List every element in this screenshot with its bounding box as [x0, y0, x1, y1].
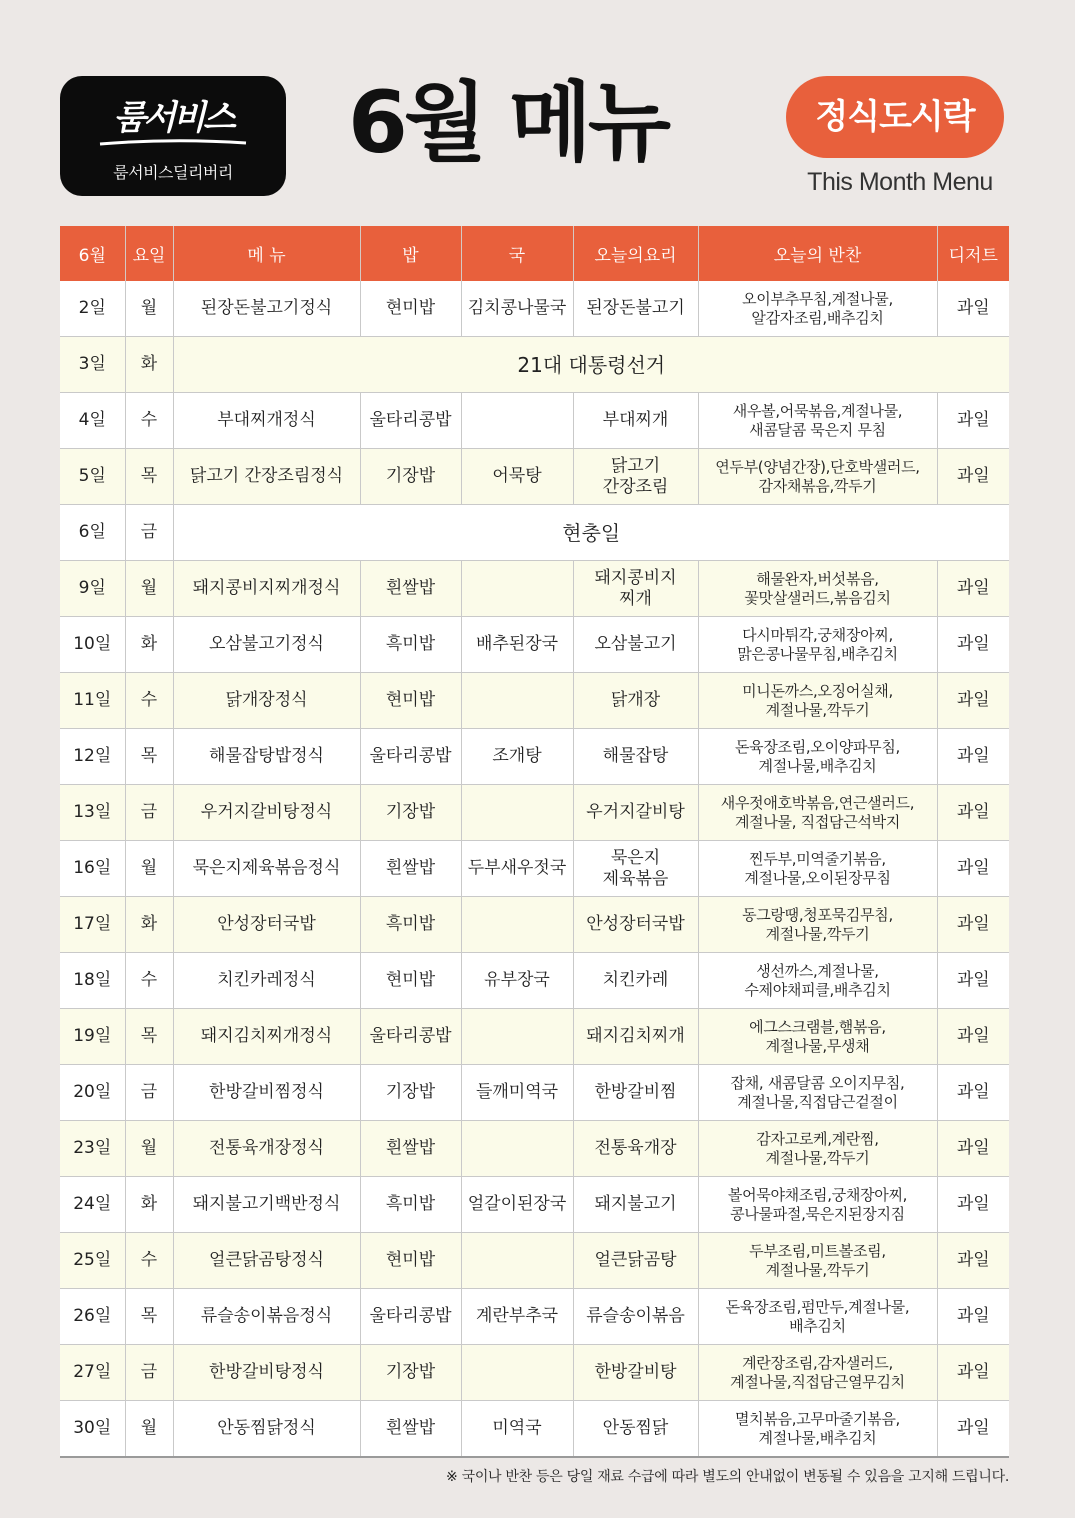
- date-cell: 5일: [60, 449, 125, 505]
- date-cell: 25일: [60, 1233, 125, 1289]
- main-dish-line: 전통육개장: [594, 1138, 677, 1159]
- main-dish-cell: [573, 1177, 698, 1233]
- main-dish-line: 닭고기: [610, 456, 661, 477]
- main-dish-line: 치킨카레: [602, 970, 669, 991]
- main-dish-cell: [573, 393, 698, 449]
- table-row: [60, 337, 1009, 393]
- dessert-cell: 과일: [937, 1289, 1009, 1345]
- table-row: [60, 617, 1009, 673]
- menu-cell: 한방갈비탕정식: [173, 1345, 360, 1401]
- footnote: ※ 국이나 반찬 등은 당일 재료 수급에 따라 별도의 안내없이 변동될 수 있음을 고지해 드립니다.: [446, 1469, 1009, 1485]
- main-dish-line: 닭개장: [610, 690, 661, 711]
- side-dishes-cell: [698, 897, 937, 953]
- holiday-cell: 21대 대통령선거: [173, 337, 1009, 393]
- side-dishes-cell: [698, 1233, 937, 1289]
- weekday-cell: 화: [125, 1177, 173, 1233]
- main-dish-line: 한방갈비탕: [594, 1362, 677, 1383]
- side-dish-line: 계절나물,배추김치: [758, 756, 877, 775]
- date-cell: 12일: [60, 729, 125, 785]
- side-dishes-cell: [698, 617, 937, 673]
- header-soup: 국: [461, 226, 573, 281]
- date-cell: 13일: [60, 785, 125, 841]
- weekday-cell: 목: [125, 1009, 173, 1065]
- rice-cell: 현미밥: [360, 281, 461, 337]
- side-dish-line: 찐두부,미역줄기볶음,: [749, 849, 886, 868]
- menu-cell: 안성장터국밥: [173, 897, 360, 953]
- header-day: 요일: [125, 226, 173, 281]
- page-subtitle: This Month Menu: [807, 168, 993, 196]
- weekday-cell: 월: [125, 281, 173, 337]
- side-dishes-cell: [698, 561, 937, 617]
- table-row: [60, 1065, 1009, 1121]
- date-cell: 2일: [60, 281, 125, 337]
- dessert-cell: 과일: [937, 617, 1009, 673]
- side-dish-line: 오이부추무침,계절나물,: [742, 289, 893, 308]
- side-dish-line: 계절나물,깍두기: [765, 924, 870, 943]
- side-dish-line: 계절나물,무생채: [765, 1036, 870, 1055]
- rice-cell: 기장밥: [360, 449, 461, 505]
- rice-cell: 흰쌀밥: [360, 1121, 461, 1177]
- table-row: [60, 561, 1009, 617]
- side-dish-line: 돈육장조림,오이양파무침,: [734, 737, 901, 756]
- side-dish-line: 생선까스,계절나물,: [756, 961, 879, 980]
- main-dish-cell: [573, 617, 698, 673]
- dessert-cell: 과일: [937, 729, 1009, 785]
- side-dish-line: 다시마튀각,궁채장아찌,: [742, 625, 893, 644]
- menu-cell: 치킨카레정식: [173, 953, 360, 1009]
- weekday-cell: 월: [125, 1121, 173, 1177]
- soup-cell: [461, 1233, 573, 1289]
- logo-script: 룸서비스: [113, 98, 233, 138]
- weekday-cell: 월: [125, 1401, 173, 1458]
- rice-cell: 흰쌀밥: [360, 1401, 461, 1458]
- side-dish-line: 계절나물,직접담근열무김치: [730, 1372, 905, 1391]
- weekday-cell: 수: [125, 953, 173, 1009]
- dessert-cell: 과일: [937, 1345, 1009, 1401]
- main-dish-cell: [573, 729, 698, 785]
- rice-cell: 현미밥: [360, 953, 461, 1009]
- main-dish-line: 류슬송이볶음: [586, 1306, 685, 1327]
- main-dish-line: 안동찜닭: [602, 1418, 669, 1439]
- rice-cell: 흑미밥: [360, 1177, 461, 1233]
- table-row: [60, 673, 1009, 729]
- main-dish-cell: [573, 1289, 698, 1345]
- logo-swoosh-icon: [98, 138, 248, 148]
- menu-table-body: [60, 281, 1009, 1457]
- main-dish-cell: [573, 561, 698, 617]
- menu-cell: 부대찌개정식: [173, 393, 360, 449]
- menu-cell: 한방갈비찜정식: [173, 1065, 360, 1121]
- main-dish-line: 돼지불고기: [594, 1194, 677, 1215]
- side-dish-line: 돈육장조림,펌만두,계절나물,: [725, 1297, 910, 1316]
- dessert-cell: 과일: [937, 393, 1009, 449]
- side-dishes-cell: [698, 1065, 937, 1121]
- header-dessert: 디저트: [937, 226, 1009, 281]
- rice-cell: 흑미밥: [360, 897, 461, 953]
- date-cell: 19일: [60, 1009, 125, 1065]
- side-dishes-cell: [698, 729, 937, 785]
- table-row: [60, 1121, 1009, 1177]
- soup-cell: 들깨미역국: [461, 1065, 573, 1121]
- main-dish-line: 해물잡탕: [602, 746, 669, 767]
- rice-cell: 현미밥: [360, 673, 461, 729]
- menu-table: [60, 226, 1009, 1458]
- rice-cell: 기장밥: [360, 785, 461, 841]
- brand-logo: [60, 76, 286, 196]
- rice-cell: 울타리콩밥: [360, 729, 461, 785]
- table-row: [60, 1009, 1009, 1065]
- soup-cell: 미역국: [461, 1401, 573, 1458]
- rice-cell: 기장밥: [360, 1345, 461, 1401]
- header-side-dishes: 오늘의 반찬: [698, 226, 937, 281]
- date-cell: 27일: [60, 1345, 125, 1401]
- side-dish-line: 두부조림,미트볼조림,: [749, 1241, 886, 1260]
- rice-cell: 울타리콩밥: [360, 1289, 461, 1345]
- main-dish-cell: [573, 1065, 698, 1121]
- date-cell: 4일: [60, 393, 125, 449]
- main-dish-cell: [573, 1345, 698, 1401]
- dessert-cell: 과일: [937, 897, 1009, 953]
- soup-cell: 김치콩나물국: [461, 281, 573, 337]
- dessert-cell: 과일: [937, 841, 1009, 897]
- main-dish-line: 돼지콩비지: [594, 568, 677, 589]
- rice-cell: 기장밥: [360, 1065, 461, 1121]
- side-dishes-cell: [698, 281, 937, 337]
- weekday-cell: 금: [125, 785, 173, 841]
- side-dish-line: 해물완자,버섯볶음,: [756, 569, 879, 588]
- soup-cell: [461, 393, 573, 449]
- menu-cell: 오삼불고기정식: [173, 617, 360, 673]
- side-dish-line: 계절나물,깍두기: [765, 700, 870, 719]
- soup-cell: 배추된장국: [461, 617, 573, 673]
- side-dish-line: 새콤달콤 묵은지 무침: [749, 420, 886, 439]
- side-dish-line: 연두부(양념간장),단호박샐러드,: [715, 457, 920, 476]
- rice-cell: 현미밥: [360, 1233, 461, 1289]
- weekday-cell: 수: [125, 673, 173, 729]
- side-dish-line: 콩나물파절,묵은지된장지짐: [730, 1204, 905, 1223]
- category-badge: 정식도시락: [786, 76, 1004, 158]
- date-cell: 11일: [60, 673, 125, 729]
- soup-cell: 조개탕: [461, 729, 573, 785]
- table-row: [60, 785, 1009, 841]
- main-dish-cell: [573, 449, 698, 505]
- date-cell: 23일: [60, 1121, 125, 1177]
- side-dishes-cell: [698, 841, 937, 897]
- weekday-cell: 월: [125, 841, 173, 897]
- main-dish-line: 우거지갈비탕: [586, 802, 685, 823]
- dessert-cell: 과일: [937, 1065, 1009, 1121]
- soup-cell: [461, 673, 573, 729]
- side-dishes-cell: [698, 449, 937, 505]
- dessert-cell: 과일: [937, 281, 1009, 337]
- side-dish-line: 계절나물,직접담근겉절이: [737, 1092, 898, 1111]
- main-dish-cell: [573, 1009, 698, 1065]
- date-cell: 17일: [60, 897, 125, 953]
- table-row: [60, 729, 1009, 785]
- main-dish-cell: [573, 1121, 698, 1177]
- main-dish-line: 간장조림: [602, 476, 669, 497]
- weekday-cell: 금: [125, 1345, 173, 1401]
- side-dishes-cell: [698, 1345, 937, 1401]
- table-row: [60, 505, 1009, 561]
- weekday-cell: 화: [125, 337, 173, 393]
- main-dish-line: 한방갈비찜: [594, 1082, 677, 1103]
- weekday-cell: 화: [125, 897, 173, 953]
- menu-cell: 닭고기 간장조림정식: [173, 449, 360, 505]
- rice-cell: 울타리콩밥: [360, 393, 461, 449]
- main-dish-cell: [573, 785, 698, 841]
- main-dish-line: 제육볶음: [602, 868, 669, 889]
- date-cell: 9일: [60, 561, 125, 617]
- menu-cell: 닭개장정식: [173, 673, 360, 729]
- rice-cell: 울타리콩밥: [360, 1009, 461, 1065]
- weekday-cell: 수: [125, 393, 173, 449]
- dessert-cell: 과일: [937, 1009, 1009, 1065]
- soup-cell: [461, 897, 573, 953]
- main-dish-line: 찌개: [619, 588, 652, 609]
- side-dishes-cell: [698, 1289, 937, 1345]
- main-dish-cell: [573, 281, 698, 337]
- side-dish-line: 계절나물,오이된장무침: [744, 868, 891, 887]
- side-dish-line: 볼어묵야채조림,궁채장아찌,: [727, 1185, 908, 1204]
- weekday-cell: 금: [125, 505, 173, 561]
- date-cell: 6일: [60, 505, 125, 561]
- dessert-cell: 과일: [937, 1177, 1009, 1233]
- soup-cell: 유부장국: [461, 953, 573, 1009]
- main-dish-cell: [573, 1233, 698, 1289]
- weekday-cell: 수: [125, 1233, 173, 1289]
- table-row: [60, 1177, 1009, 1233]
- table-row: [60, 841, 1009, 897]
- main-dish-line: 안성장터국밥: [586, 914, 685, 935]
- main-dish-line: 얼큰닭곰탕: [594, 1250, 677, 1271]
- side-dishes-cell: [698, 1009, 937, 1065]
- dessert-cell: 과일: [937, 785, 1009, 841]
- menu-cell: 묵은지제육볶음정식: [173, 841, 360, 897]
- side-dishes-cell: [698, 785, 937, 841]
- side-dish-line: 계절나물,깍두기: [765, 1260, 870, 1279]
- menu-cell: 해물잡탕밥정식: [173, 729, 360, 785]
- side-dish-line: 새우볼,어묵볶음,계절나물,: [732, 401, 903, 420]
- menu-cell: 돼지콩비지찌개정식: [173, 561, 360, 617]
- side-dish-line: 동그랑땡,청포묵김무침,: [742, 905, 893, 924]
- table-row: [60, 1233, 1009, 1289]
- rice-cell: 흰쌀밥: [360, 561, 461, 617]
- dessert-cell: 과일: [937, 953, 1009, 1009]
- dessert-cell: 과일: [937, 449, 1009, 505]
- soup-cell: 얼갈이된장국: [461, 1177, 573, 1233]
- side-dishes-cell: [698, 1401, 937, 1458]
- main-dish-line: 된장돈불고기: [586, 298, 685, 319]
- date-cell: 24일: [60, 1177, 125, 1233]
- menu-cell: 된장돈불고기정식: [173, 281, 360, 337]
- side-dish-line: 감자고로케,계란찜,: [756, 1129, 879, 1148]
- date-cell: 20일: [60, 1065, 125, 1121]
- side-dish-line: 계란장조림,감자샐러드,: [742, 1353, 893, 1372]
- side-dish-line: 맑은콩나물무침,배추김치: [737, 644, 898, 663]
- rice-cell: 흰쌀밥: [360, 841, 461, 897]
- side-dish-line: 멸치볶음,고무마줄기볶음,: [734, 1409, 901, 1428]
- table-row: [60, 1401, 1009, 1458]
- side-dish-line: 꽃맛살샐러드,볶음김치: [744, 588, 891, 607]
- menu-cell: 안동찜닭정식: [173, 1401, 360, 1458]
- main-dish-cell: [573, 841, 698, 897]
- menu-cell: 우거지갈비탕정식: [173, 785, 360, 841]
- main-dish-line: 돼지김치찌개: [586, 1026, 685, 1047]
- table-row: [60, 1345, 1009, 1401]
- side-dish-line: 새우젓애호박볶음,연근샐러드,: [720, 793, 915, 812]
- menu-cell: 류슬송이볶음정식: [173, 1289, 360, 1345]
- main-dish-cell: [573, 897, 698, 953]
- weekday-cell: 금: [125, 1065, 173, 1121]
- soup-cell: [461, 1009, 573, 1065]
- soup-cell: [461, 785, 573, 841]
- soup-cell: 두부새우젓국: [461, 841, 573, 897]
- main-dish-cell: [573, 673, 698, 729]
- soup-cell: [461, 561, 573, 617]
- rice-cell: 흑미밥: [360, 617, 461, 673]
- soup-cell: 계란부추국: [461, 1289, 573, 1345]
- side-dish-line: 배추김치: [789, 1316, 846, 1335]
- side-dishes-cell: [698, 673, 937, 729]
- weekday-cell: 월: [125, 561, 173, 617]
- main-dish-line: 오삼불고기: [594, 634, 677, 655]
- weekday-cell: 화: [125, 617, 173, 673]
- date-cell: 10일: [60, 617, 125, 673]
- weekday-cell: 목: [125, 729, 173, 785]
- main-dish-cell: [573, 1401, 698, 1458]
- page-title: 6월 메뉴: [348, 73, 668, 173]
- side-dish-line: 미니돈까스,오징어실채,: [742, 681, 893, 700]
- table-row: [60, 281, 1009, 337]
- table-row: [60, 897, 1009, 953]
- date-cell: 3일: [60, 337, 125, 393]
- side-dishes-cell: [698, 953, 937, 1009]
- menu-cell: 돼지김치찌개정식: [173, 1009, 360, 1065]
- soup-cell: 어묵탕: [461, 449, 573, 505]
- main-dish-line: 부대찌개: [602, 410, 669, 431]
- soup-cell: [461, 1121, 573, 1177]
- side-dish-line: 에그스크램블,햄볶음,: [749, 1017, 886, 1036]
- menu-cell: 얼큰닭곰탕정식: [173, 1233, 360, 1289]
- table-row: [60, 1289, 1009, 1345]
- date-cell: 16일: [60, 841, 125, 897]
- side-dishes-cell: [698, 393, 937, 449]
- date-cell: 30일: [60, 1401, 125, 1458]
- dessert-cell: 과일: [937, 1233, 1009, 1289]
- side-dish-line: 감자채볶음,깍두기: [758, 476, 877, 495]
- date-cell: 18일: [60, 953, 125, 1009]
- header-month: 6월: [60, 226, 125, 281]
- side-dish-line: 계절나물,깍두기: [765, 1148, 870, 1167]
- dessert-cell: 과일: [937, 673, 1009, 729]
- side-dish-line: 계절나물, 직접담근석박지: [734, 812, 901, 831]
- table-row: [60, 953, 1009, 1009]
- main-dish-line: 묵은지: [610, 848, 661, 869]
- soup-cell: [461, 1345, 573, 1401]
- dessert-cell: 과일: [937, 561, 1009, 617]
- logo-subtitle: 룸서비스딜리버리: [113, 163, 233, 182]
- menu-cell: 전통육개장정식: [173, 1121, 360, 1177]
- table-row: [60, 393, 1009, 449]
- header-menu: 메 뉴: [173, 226, 360, 281]
- side-dish-line: 알감자조림,배추김치: [751, 308, 884, 327]
- table-row: [60, 449, 1009, 505]
- weekday-cell: 목: [125, 449, 173, 505]
- menu-cell: 돼지불고기백반정식: [173, 1177, 360, 1233]
- weekday-cell: 목: [125, 1289, 173, 1345]
- side-dishes-cell: [698, 1121, 937, 1177]
- side-dish-line: 계절나물,배추김치: [758, 1428, 877, 1447]
- side-dish-line: 잡채, 새콤달콤 오이지무침,: [730, 1073, 905, 1092]
- dessert-cell: 과일: [937, 1121, 1009, 1177]
- side-dishes-cell: [698, 1177, 937, 1233]
- main-dish-cell: [573, 953, 698, 1009]
- table-header-row: [60, 226, 1009, 281]
- side-dish-line: 수제야채피클,배추김치: [744, 980, 891, 999]
- header-rice: 밥: [360, 226, 461, 281]
- holiday-cell: 현충일: [173, 505, 1009, 561]
- date-cell: 26일: [60, 1289, 125, 1345]
- dessert-cell: 과일: [937, 1401, 1009, 1458]
- header-main-dish: 오늘의요리: [573, 226, 698, 281]
